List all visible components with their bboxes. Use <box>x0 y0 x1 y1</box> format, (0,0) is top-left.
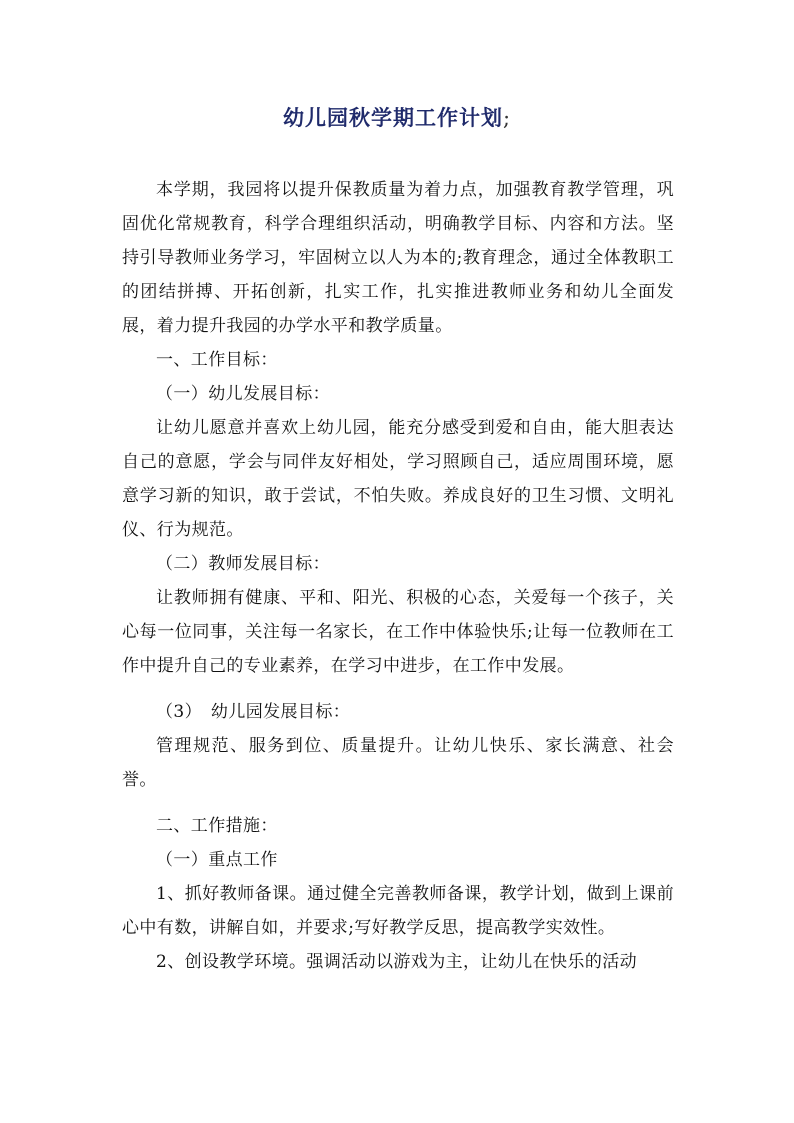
paragraph-kindergarten-development: 管理规范、服务到位、质量提升。让幼儿快乐、家长满意、社会誉。 <box>122 736 674 790</box>
document-title-trailing-mark: ; <box>502 106 512 130</box>
intro-paragraph: 本学期，我园将以提升保教质量为着力点，加强教育教学管理，巩固优化常规教育，科学合理组织活动，明确教学目标、内容和方法。坚持引导教师业务学习，牢固树立以人为本的;教育理念，通过全体教职工的团结拼搏、开拓创新，扎实工作，扎实推进教师业务和幼儿全面发展，着力提升我园的办学水平和教学质量。 <box>122 180 674 336</box>
paragraph-teaching-environment: 2、创设教学环境。强调活动以游戏为主，让幼儿在快乐的活动 <box>156 952 638 972</box>
paragraph-teacher-development: 让教师拥有健康、平和、阳光、积极的心态，关爱每一个孩子，关心每一位同事，关注每一名家长，在工作中体验快乐;让每一位教师在工作中提升自己的专业素养，在学习中进步，在工作中发展。 <box>122 588 674 676</box>
document-title-text: 幼儿园秋学期工作计划 <box>282 105 503 130</box>
subheading-key-work: （一）重点工作 <box>156 850 278 870</box>
section-heading-work-goals: 一、工作目标： <box>156 350 278 370</box>
paragraph-lesson-preparation: 1、抓好教师备课。通过健全完善教师备课，教学计划，做到上课前心中有数，讲解自如，并要求;写好教学反思，提高教学实效性。 <box>122 884 674 938</box>
subheading-child-development-goals: （一）幼儿发展目标： <box>156 384 330 404</box>
paragraph-child-development: 让幼儿愿意并喜欢上幼儿园，能充分感受到爱和自由，能大胆表达自己的意愿，学会与同伴友好相处，学习照顾自己，适应周围环境，愿意学习新的知识，敢于尝试，不怕失败。养成良好的卫生习惯、文明礼仪、行为规范。 <box>122 418 674 540</box>
subheading-teacher-development-goals: （二）教师发展目标： <box>156 554 330 574</box>
document-title <box>0 103 794 133</box>
section-heading-work-measures: 二、工作措施： <box>156 816 278 836</box>
subheading-kindergarten-development-goals: （3） 幼儿园发展目标： <box>156 702 351 722</box>
document-body <box>122 173 674 979</box>
